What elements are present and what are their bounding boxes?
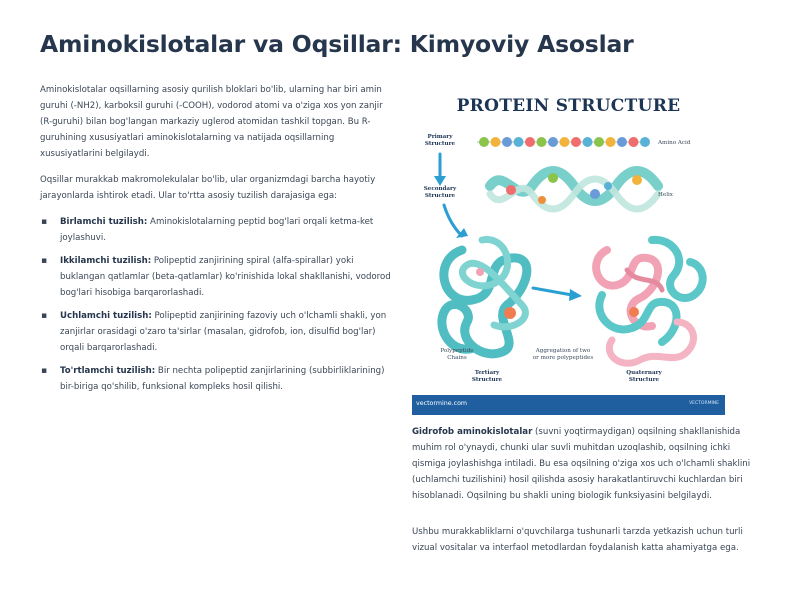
list-item-text: Polipeptid zanjirining spiral (alfa-spirallar) yoki buklangan qatlamlar (beta-qatlamlar) ko'rinishida lokal shakllanishi, vodorod bog'lari hisobiga barqarorlashadi.	[60, 256, 391, 298]
quaternary-structure-label: Quaternary Structure	[626, 370, 662, 383]
amino-acid-chain	[479, 137, 650, 147]
bullet-icon: ▪	[41, 256, 48, 266]
intro-paragraph: Aminokislotalar oqsillarning asosiy qurilish bloklari bo'lib, ularning har biri amin guruhi (-NH2), karboksil guruhi (-COOH), vodorod atomi va o'ziga xos yon zanjir (R-guruhi) bilan bog'langan markaziy uglerod atomidan tashkil topgan. Bu R-guruhining xususiyatlari aminokislotalarning va natijada oqsillarning xususiyatlarini belgilaydi.	[40, 85, 383, 159]
amino-acid-bead	[537, 137, 547, 147]
amino-acid-bead	[571, 137, 581, 147]
list-item	[40, 308, 392, 356]
hydrophobic-term: Gidrofob aminokislotalar	[412, 427, 533, 437]
list-item-term: Birlamchi tuzilish:	[60, 217, 148, 227]
figure-footer	[412, 395, 725, 415]
polypeptide-chains-label: Polypeptide Chains	[440, 348, 474, 361]
tertiary-structure-shape	[442, 240, 527, 354]
amino-acid-bead	[479, 137, 489, 147]
page-title: Aminokislotalar va Oqsillar: Kimyoviy Asoslar	[40, 30, 634, 58]
list-item-term: Uchlamchi tuzilish:	[60, 311, 152, 321]
amino-acid-bead	[560, 137, 570, 147]
levels-intro-paragraph: Oqsillar murakkab makromolekulalar bo'lib, ular organizmdagi barcha hayotiy jarayonlarda ishtirok etadi. Ular to'rtta asosiy tuzilish darajasiga ega:	[40, 175, 376, 201]
helix-strand	[490, 171, 658, 209]
amino-acid-bead	[583, 137, 593, 147]
amino-acid-bead	[525, 137, 535, 147]
amino-acid-bead	[594, 137, 604, 147]
amino-acid-bead	[629, 137, 639, 147]
list-item	[40, 363, 392, 395]
visual-tools-paragraph: Ushbu murakkabliklarni o'quvchilarga tushunarli tarzda yetkazish uchun turli vizual vositalar va interfaol metodlardan foydalanish katta ahamiyatga ega.	[412, 527, 743, 553]
helix-label: Helix	[658, 192, 673, 198]
amino-acid-bead	[502, 137, 512, 147]
list-item-term: To'rtlamchi tuzilish:	[60, 366, 156, 376]
amino-acid-bead	[548, 137, 558, 147]
list-item-term: Ikkilamchi tuzilish:	[60, 256, 152, 266]
list-item	[40, 253, 392, 301]
quaternary-structure-shape	[596, 240, 703, 363]
amino-acid-bead	[606, 137, 616, 147]
hydrophobic-text: (suvni yoqtirmaydigan) oqsilning shakllanishida muhim rol o'ynaydi, chunki ular suvli muhitdan uzoqlashib, oqsilning ichki qismiga joylashishga intiladi. Bu esa oqsilning o'ziga xos uch o'lchamli shaklini (uchlamchi tuzilishini) hosil qilishda asosiy harakatlantiruvchi kuchlardan biri hisoblanadi. Oqsilning bu shakli uning biologik funksiyasini belgilaydi.	[412, 427, 751, 501]
bullet-icon: ▪	[41, 217, 48, 227]
bullet-icon: ▪	[41, 311, 48, 321]
amino-acid-bead	[640, 137, 650, 147]
aggregation-label: Aggregation of two or more polypeptides	[532, 348, 594, 361]
structure-levels-list	[40, 214, 392, 395]
tertiary-structure-label: Tertiary Structure	[471, 370, 503, 383]
list-item-text: Aminokislotalarning peptid bog'lari orqali ketma-ket joylashuvi.	[60, 217, 374, 243]
list-item-text: Polipeptid zanjirining fazoviy uch o'lchamli shakli, yon zanjirlar orasidagi o'zaro ta'sirlar (masalan, gidrofob, ion, disulfid bog'lar) orqali barqarorlashadi.	[60, 311, 387, 353]
figure-title: PROTEIN STRUCTURE	[456, 96, 681, 116]
figure-source-url: vectormine.com	[416, 400, 468, 407]
bullet-icon: ▪	[41, 366, 48, 376]
left-column	[40, 82, 392, 402]
amino-acid-label: Amino Acid	[658, 140, 691, 146]
figure-credit: VECTORMINE	[689, 401, 719, 406]
secondary-structure-label: Secondary Structure	[423, 186, 457, 199]
right-column	[412, 424, 764, 576]
protein-structure-figure	[412, 90, 725, 415]
amino-acid-bead	[491, 137, 501, 147]
amino-acid-bead	[617, 137, 627, 147]
hydrophobic-paragraph	[412, 424, 764, 504]
amino-acid-bead	[514, 137, 524, 147]
list-item	[40, 214, 392, 246]
primary-structure-label: Primary Structure	[424, 134, 456, 147]
list-item-text: Bir nechta polipeptid zanjirlarining (subbirliklarining) bir-biriga qo'shilib, funksional kompleks hosil qilishi.	[60, 366, 385, 392]
